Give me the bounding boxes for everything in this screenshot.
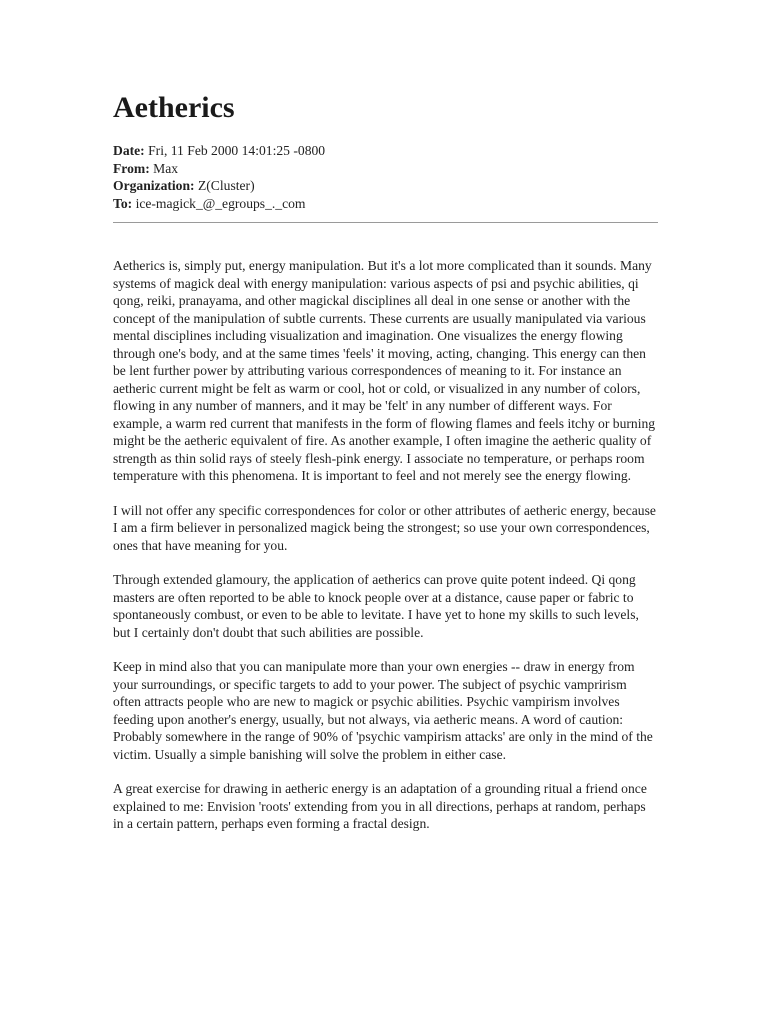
header-divider: [113, 222, 658, 223]
message-body: [113, 257, 658, 833]
header-to: [113, 195, 658, 213]
header-date: [113, 142, 658, 160]
message-headers: [113, 142, 658, 212]
header-value: Fri, 11 Feb 2000 14:01:25 -0800: [148, 143, 326, 158]
document-content: [113, 88, 658, 850]
body-paragraph: A great exercise for drawing in aetheric energy is an adaptation of a grounding ritual a friend once explained to me: Envision 'roots' extending from you in all directions, perhaps at random, perhaps in a certain pattern, perhaps even forming a fractal design.: [113, 781, 647, 831]
header-label: From:: [113, 160, 150, 176]
body-paragraph: Through extended glamoury, the application of aetherics can prove quite potent indeed. Qi qong masters are often reported to be able to knock people over at a distance, cause paper or fabric to spontaneously combust, or even to be able to levitate. I have yet to hone my skills to such levels, but I certainly don't doubt that such abilities are possible.: [113, 572, 639, 640]
page-title: Aetherics: [113, 91, 235, 124]
header-value: Z(Cluster): [197, 178, 255, 193]
header-from: [113, 160, 658, 178]
header-label: To:: [113, 195, 133, 211]
body-paragraph: Keep in mind also that you can manipulate more than your own energies -- draw in energy from your surroundings, or specific targets to add to your power. The subject of psychic vamprirism often attracts people who are new to magick or psychic abilities. Psychic vampirism involves feeding upon another's energy, usually, but not always, via aetheric means. A word of caution: Probably somewhere in the range of 90% of 'psychic vampirism attacks' are only in the mind of the victim. Usually a simple banishing will solve the problem in either case.: [113, 659, 653, 762]
header-value: ice-magick_@_egroups_._com: [135, 195, 306, 211]
header-label: Organization:: [113, 178, 195, 193]
body-paragraph: Aetherics is, simply put, energy manipulation. But it's a lot more complicated than it sounds. Many systems of magick deal with energy manipulation: various aspects of psi and psychic abilities, qi qong, reiki, pranayama, and other magickal disciplines all deal in one sense or another with the concept of the manipulation of subtle currents. These currents are usually manipulated via various mental disciplines including visualization and imagination. One visualizes the energy flowing through one's body, and at the same times 'feels' it moving, acting, changing. This energy can then be lent further power by attributing various correspondences of meaning to it. For instance an aetheric current might be felt as warm or cool, hot or cold, or visualized in any number of colors, flowing in any number of manners, and it may be 'felt' in any number of different ways. For example, a warm red current that manifests in the form of flowing flames and feels itchy or burning might be the aetheric equivalent of fire. As another example, I often imagine the aetheric quality of strength as thin solid rays of steely flesh-pink energy. I associate no temperature, or perhaps room temperature with this phenomena. It is important to feel and not merely see the energy flowing.: [113, 258, 656, 483]
header-label: Date:: [113, 143, 145, 158]
header-value: Max: [153, 160, 179, 176]
body-paragraph: I will not offer any specific correspondences for color or other attributes of aetheric energy, because I am a firm believer in personalized magick being the strongest; so use your own correspondences, ones that have meaning for you.: [113, 502, 656, 553]
header-organization: [113, 177, 658, 195]
